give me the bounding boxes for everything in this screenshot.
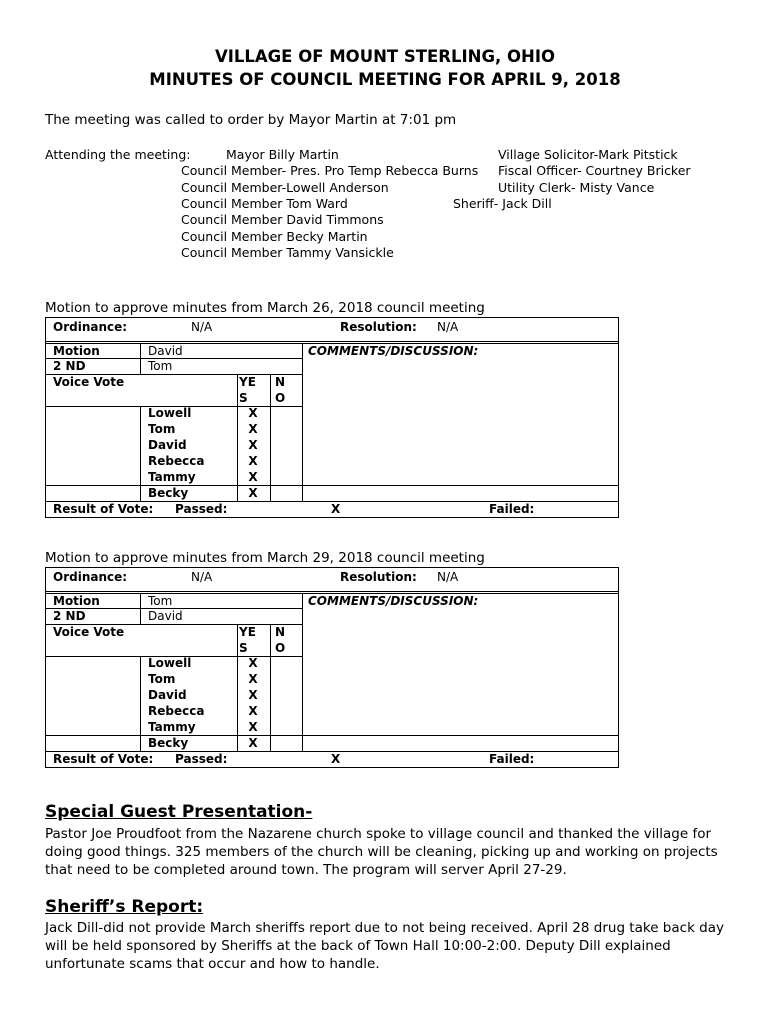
table-rule: [140, 656, 141, 751]
voter-name: Tom: [148, 422, 176, 436]
ordinance-value: N/A: [191, 570, 213, 584]
no-header: N: [275, 375, 286, 389]
voter-name: Rebecca: [148, 704, 205, 718]
attendee-council-6: Council Member Tammy Vansickle: [181, 245, 394, 260]
yes-vote-mark: X: [248, 422, 258, 436]
attendee-council-3: Council Member Tom Ward: [181, 196, 348, 211]
second-label: 2 ND: [53, 609, 86, 623]
yes-vote-mark: X: [248, 438, 258, 452]
yes-vote-mark: X: [248, 688, 258, 702]
resolution-value: N/A: [437, 570, 459, 584]
attendance-label: Attending the meeting:: [45, 147, 191, 162]
yes-vote-mark: X: [248, 704, 258, 718]
call-to-order-text: The meeting was called to order by Mayor Martin at 7:01 pm: [45, 112, 457, 128]
table-rule: [46, 591, 618, 592]
voter-name: Tammy: [148, 470, 196, 484]
attendee-official-2: Fiscal Officer- Courtney Bricker: [498, 163, 691, 178]
motion-1-vote-table: [45, 317, 619, 518]
resolution-label: Resolution:: [340, 320, 417, 334]
second-label: 2 ND: [53, 359, 86, 373]
voter-name: Lowell: [148, 406, 192, 420]
attendee-council-1: Council Member- Pres. Pro Temp Rebecca Burns: [181, 163, 479, 178]
resolution-label: Resolution:: [340, 570, 417, 584]
voter-name: Lowell: [148, 656, 192, 670]
attendee-official-1: Village Solicitor-Mark Pitstick: [498, 147, 678, 162]
no-header-wrap: O: [275, 391, 286, 405]
table-rule: [270, 374, 271, 501]
table-rule: [46, 341, 618, 342]
voter-name: Becky: [148, 486, 189, 500]
sheriff-report-heading: Sheriff’s Report:: [45, 897, 204, 917]
yes-vote-mark: X: [248, 486, 258, 500]
motion-label: Motion: [53, 344, 100, 358]
motion-value: David: [148, 344, 183, 358]
motion-label: Motion: [53, 594, 100, 608]
special-guest-heading: Special Guest Presentation-: [45, 802, 313, 822]
comments-label: COMMENTS/DISCUSSION:: [308, 344, 479, 358]
voice-vote-label: Voice Vote: [53, 625, 125, 639]
attendee-official-3: Utility Clerk- Misty Vance: [498, 180, 655, 195]
table-rule: [140, 593, 141, 624]
voice-vote-label: Voice Vote: [53, 375, 125, 389]
attendee-official-4: Sheriff- Jack Dill: [453, 196, 552, 211]
attendee-council-5: Council Member Becky Martin: [181, 229, 368, 244]
yes-vote-mark: X: [248, 720, 258, 734]
voter-name: David: [148, 438, 187, 452]
voter-name: Rebecca: [148, 454, 205, 468]
yes-header-wrap: S: [239, 641, 248, 655]
passed-label: Passed:: [175, 752, 228, 766]
attendee-mayor: Mayor Billy Martin: [226, 147, 339, 162]
comments-label: COMMENTS/DISCUSSION:: [308, 594, 479, 608]
failed-label: Failed:: [489, 752, 535, 766]
second-value: David: [148, 609, 183, 623]
yes-vote-mark: X: [248, 736, 258, 750]
yes-vote-mark: X: [248, 470, 258, 484]
passed-mark: X: [331, 752, 341, 766]
table-rule: [302, 593, 303, 751]
table-rule: [46, 735, 618, 736]
yes-vote-mark: X: [248, 406, 258, 420]
voter-name: Tom: [148, 672, 176, 686]
ordinance-label: Ordinance:: [53, 570, 128, 584]
passed-mark: X: [331, 502, 341, 516]
passed-label: Passed:: [175, 502, 228, 516]
yes-vote-mark: X: [248, 672, 258, 686]
motion-value: Tom: [148, 594, 173, 608]
no-header-wrap: O: [275, 641, 286, 655]
ordinance-label: Ordinance:: [53, 320, 128, 334]
motion-2-vote-table: [45, 567, 619, 768]
result-of-vote-label: Result of Vote:: [53, 502, 154, 516]
attendee-council-4: Council Member David Timmons: [181, 212, 384, 227]
no-header: N: [275, 625, 286, 639]
table-rule: [270, 624, 271, 751]
yes-header: YE: [239, 625, 256, 639]
failed-label: Failed:: [489, 502, 535, 516]
yes-vote-mark: X: [248, 656, 258, 670]
motion-1-title: Motion to approve minutes from March 26, 2018 council meeting: [45, 300, 485, 316]
voter-name: Becky: [148, 736, 189, 750]
yes-header: YE: [239, 375, 256, 389]
voter-name: Tammy: [148, 720, 196, 734]
sheriff-report-body: Jack Dill-did not provide March sheriffs report due to not being received. April 28 drug take back day will be held sponsored by Sheriffs at the back of Town Hall 10:00-2:00. Deputy Dill explained unfortunate scams that occur and how to handle.: [45, 920, 725, 972]
yes-header-wrap: S: [239, 391, 248, 405]
table-rule: [140, 406, 141, 501]
resolution-value: N/A: [437, 320, 459, 334]
table-rule: [140, 343, 141, 374]
attendee-council-2: Council Member-Lowell Anderson: [181, 180, 389, 195]
table-rule: [302, 343, 303, 501]
motion-2-title: Motion to approve minutes from March 29, 2018 council meeting: [45, 550, 485, 566]
yes-vote-mark: X: [248, 454, 258, 468]
result-of-vote-label: Result of Vote:: [53, 752, 154, 766]
ordinance-value: N/A: [191, 320, 213, 334]
voter-name: David: [148, 688, 187, 702]
second-value: Tom: [148, 359, 173, 373]
document-title-line-1: VILLAGE OF MOUNT STERLING, OHIO: [214, 47, 556, 66]
special-guest-body: Pastor Joe Proudfoot from the Nazarene church spoke to village council and thanked the village for doing good things. 325 members of the church will be cleaning, picking up and working on projects that need to be completed around town. The program will server April 27-29.: [45, 826, 718, 878]
document-title-line-2: MINUTES OF COUNCIL MEETING FOR APRIL 9, 2018: [149, 70, 621, 89]
table-rule: [46, 485, 618, 486]
